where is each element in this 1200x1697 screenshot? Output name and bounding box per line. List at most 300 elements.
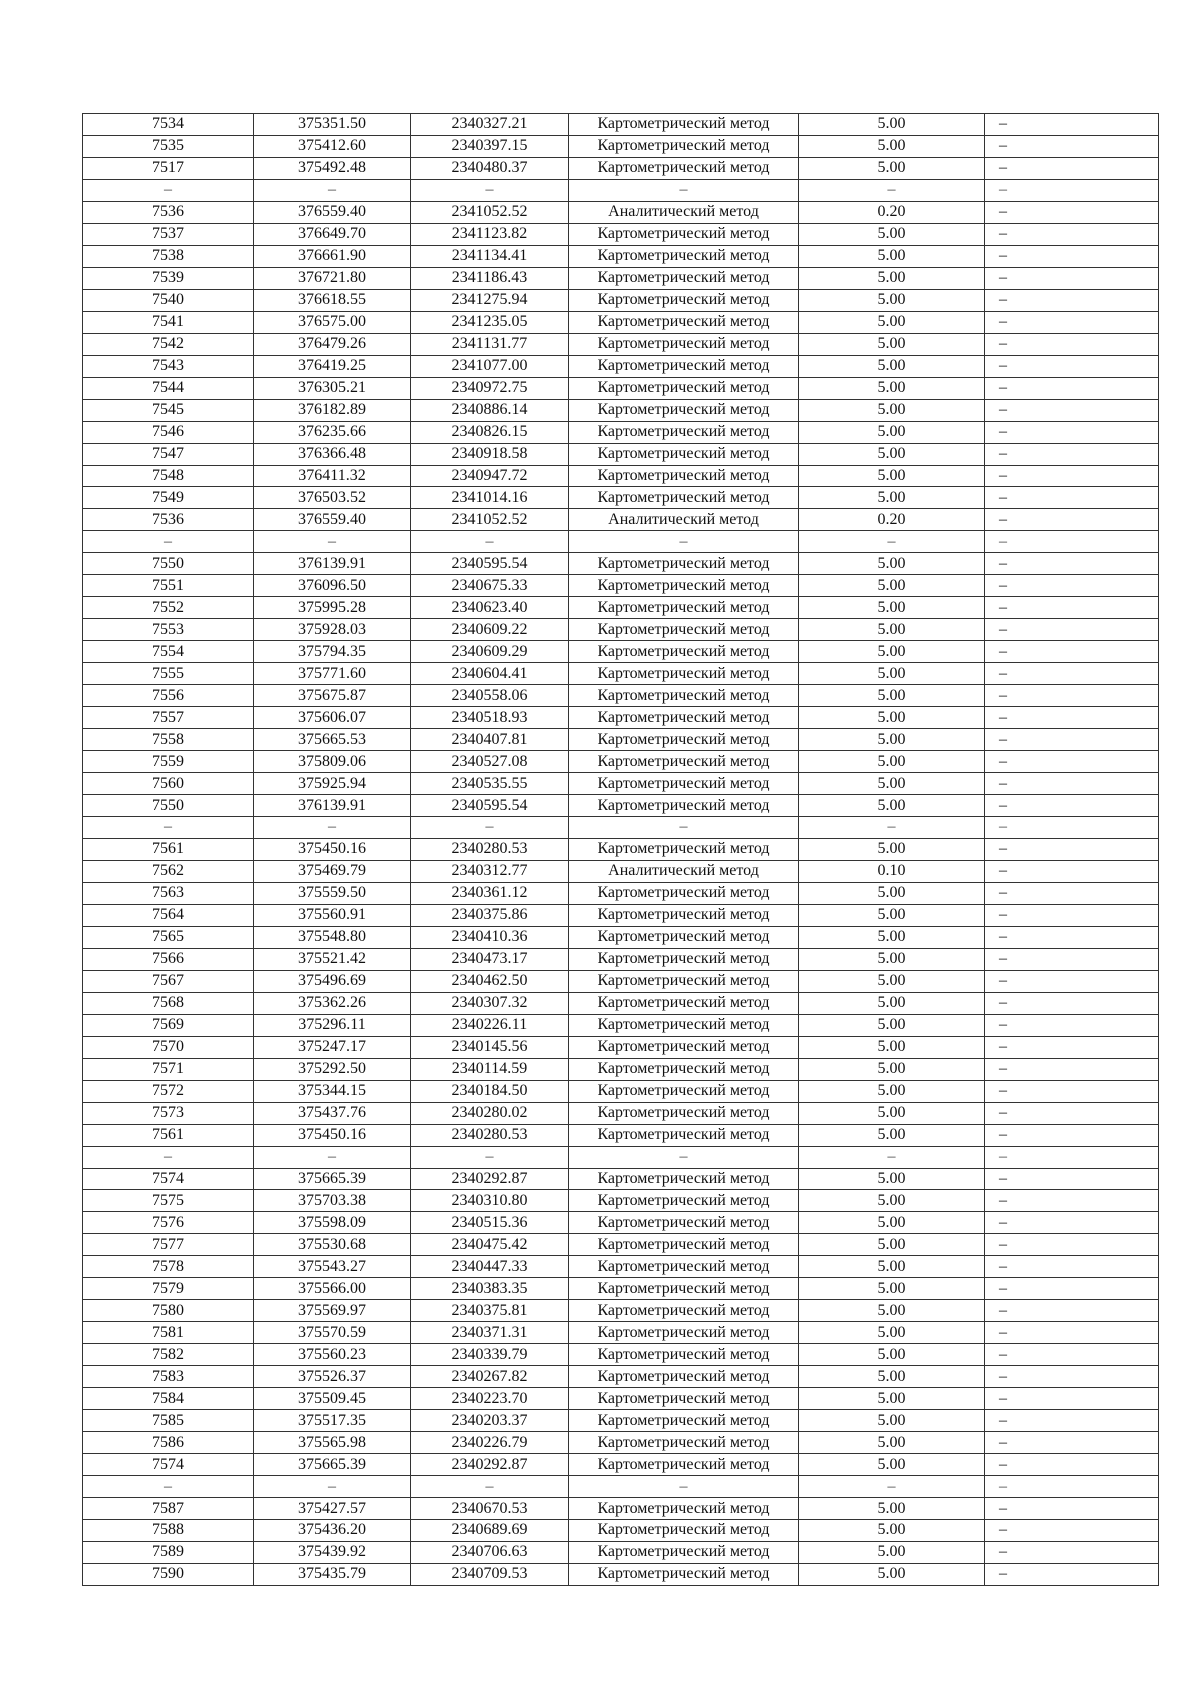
- accuracy-cell: –: [799, 531, 985, 553]
- method-cell: Аналитический метод: [569, 509, 799, 531]
- note-cell: –: [985, 157, 1159, 179]
- point-number-cell: 7547: [83, 443, 254, 465]
- note-cell: –: [985, 1190, 1159, 1212]
- point-number-cell: 7566: [83, 948, 254, 970]
- table-row: [83, 157, 1159, 179]
- x-coordinate-cell: 375665.39: [254, 1168, 411, 1190]
- accuracy-cell: 5.00: [799, 970, 985, 992]
- accuracy-cell: 5.00: [799, 663, 985, 685]
- note-cell: –: [985, 1476, 1159, 1498]
- point-number-cell: 7568: [83, 992, 254, 1014]
- table-row: [83, 421, 1159, 443]
- table-row: [83, 1300, 1159, 1322]
- y-coordinate-cell: 2340203.37: [411, 1410, 569, 1432]
- point-number-cell: 7555: [83, 663, 254, 685]
- note-cell: –: [985, 817, 1159, 839]
- note-cell: –: [985, 114, 1159, 136]
- point-number-cell: 7579: [83, 1278, 254, 1300]
- method-cell: Картометрический метод: [569, 1102, 799, 1124]
- y-coordinate-cell: 2341275.94: [411, 289, 569, 311]
- table-row: [83, 289, 1159, 311]
- point-number-cell: 7538: [83, 245, 254, 267]
- table-row: [83, 1520, 1159, 1542]
- x-coordinate-cell: 375530.68: [254, 1234, 411, 1256]
- x-coordinate-cell: 375928.03: [254, 619, 411, 641]
- point-number-cell: 7546: [83, 421, 254, 443]
- table-row: [83, 465, 1159, 487]
- x-coordinate-cell: 375543.27: [254, 1256, 411, 1278]
- note-cell: –: [985, 245, 1159, 267]
- x-coordinate-cell: 375559.50: [254, 882, 411, 904]
- table-row: [83, 641, 1159, 663]
- y-coordinate-cell: 2340361.12: [411, 882, 569, 904]
- y-coordinate-cell: 2341235.05: [411, 311, 569, 333]
- note-cell: –: [985, 421, 1159, 443]
- table-row: [83, 553, 1159, 575]
- y-coordinate-cell: 2340480.37: [411, 157, 569, 179]
- table-row: [83, 1388, 1159, 1410]
- note-cell: –: [985, 333, 1159, 355]
- method-cell: Аналитический метод: [569, 860, 799, 882]
- point-number-cell: 7540: [83, 289, 254, 311]
- point-number-cell: 7561: [83, 838, 254, 860]
- y-coordinate-cell: 2340307.32: [411, 992, 569, 1014]
- note-cell: –: [985, 1278, 1159, 1300]
- method-cell: Картометрический метод: [569, 1256, 799, 1278]
- method-cell: Картометрический метод: [569, 1168, 799, 1190]
- table-row: [83, 509, 1159, 531]
- x-coordinate-cell: 375548.80: [254, 926, 411, 948]
- accuracy-cell: 5.00: [799, 1124, 985, 1146]
- x-coordinate-cell: 375560.23: [254, 1344, 411, 1366]
- method-cell: Картометрический метод: [569, 1080, 799, 1102]
- point-number-cell: –: [83, 1146, 254, 1168]
- method-cell: Картометрический метод: [569, 751, 799, 773]
- method-cell: Картометрический метод: [569, 289, 799, 311]
- y-coordinate-cell: 2340595.54: [411, 795, 569, 817]
- contour-separator-row: [83, 1146, 1159, 1168]
- x-coordinate-cell: 375436.20: [254, 1520, 411, 1542]
- point-number-cell: 7558: [83, 729, 254, 751]
- point-number-cell: 7536: [83, 509, 254, 531]
- x-coordinate-cell: 375450.16: [254, 838, 411, 860]
- y-coordinate-cell: 2340535.55: [411, 773, 569, 795]
- point-number-cell: 7544: [83, 377, 254, 399]
- note-cell: –: [985, 1234, 1159, 1256]
- method-cell: Картометрический метод: [569, 267, 799, 289]
- table-row: [83, 1256, 1159, 1278]
- point-number-cell: 7551: [83, 575, 254, 597]
- accuracy-cell: –: [799, 817, 985, 839]
- y-coordinate-cell: 2341052.52: [411, 201, 569, 223]
- accuracy-cell: 5.00: [799, 1366, 985, 1388]
- x-coordinate-cell: 376139.91: [254, 553, 411, 575]
- x-coordinate-cell: 375703.38: [254, 1190, 411, 1212]
- table-row: [83, 619, 1159, 641]
- y-coordinate-cell: –: [411, 817, 569, 839]
- y-coordinate-cell: 2340706.63: [411, 1541, 569, 1563]
- accuracy-cell: 5.00: [799, 1344, 985, 1366]
- accuracy-cell: 5.00: [799, 685, 985, 707]
- accuracy-cell: 5.00: [799, 992, 985, 1014]
- y-coordinate-cell: 2341077.00: [411, 355, 569, 377]
- x-coordinate-cell: 376575.00: [254, 311, 411, 333]
- point-number-cell: 7578: [83, 1256, 254, 1278]
- note-cell: –: [985, 685, 1159, 707]
- y-coordinate-cell: 2340595.54: [411, 553, 569, 575]
- x-coordinate-cell: 375437.76: [254, 1102, 411, 1124]
- table-row: [83, 245, 1159, 267]
- method-cell: Картометрический метод: [569, 1563, 799, 1585]
- note-cell: –: [985, 179, 1159, 201]
- method-cell: –: [569, 179, 799, 201]
- accuracy-cell: 5.00: [799, 1212, 985, 1234]
- y-coordinate-cell: 2340312.77: [411, 860, 569, 882]
- note-cell: –: [985, 619, 1159, 641]
- method-cell: Картометрический метод: [569, 1344, 799, 1366]
- accuracy-cell: 5.00: [799, 487, 985, 509]
- point-number-cell: –: [83, 531, 254, 553]
- y-coordinate-cell: 2340280.53: [411, 838, 569, 860]
- y-coordinate-cell: 2340292.87: [411, 1454, 569, 1476]
- accuracy-cell: 5.00: [799, 223, 985, 245]
- note-cell: –: [985, 531, 1159, 553]
- point-number-cell: 7554: [83, 641, 254, 663]
- y-coordinate-cell: 2340473.17: [411, 948, 569, 970]
- method-cell: Картометрический метод: [569, 114, 799, 136]
- table-row: [83, 1366, 1159, 1388]
- y-coordinate-cell: 2340675.33: [411, 575, 569, 597]
- accuracy-cell: 5.00: [799, 1300, 985, 1322]
- method-cell: Картометрический метод: [569, 1234, 799, 1256]
- accuracy-cell: 5.00: [799, 751, 985, 773]
- method-cell: Картометрический метод: [569, 663, 799, 685]
- y-coordinate-cell: 2340709.53: [411, 1563, 569, 1585]
- note-cell: –: [985, 443, 1159, 465]
- note-cell: –: [985, 1168, 1159, 1190]
- accuracy-cell: 5.00: [799, 1080, 985, 1102]
- method-cell: Картометрический метод: [569, 1322, 799, 1344]
- point-number-cell: 7560: [83, 773, 254, 795]
- note-cell: –: [985, 553, 1159, 575]
- y-coordinate-cell: –: [411, 1476, 569, 1498]
- note-cell: –: [985, 860, 1159, 882]
- method-cell: Картометрический метод: [569, 597, 799, 619]
- table-row: [83, 135, 1159, 157]
- method-cell: Картометрический метод: [569, 157, 799, 179]
- x-coordinate-cell: 375665.39: [254, 1454, 411, 1476]
- point-number-cell: 7574: [83, 1168, 254, 1190]
- method-cell: Картометрический метод: [569, 1541, 799, 1563]
- x-coordinate-cell: 375794.35: [254, 641, 411, 663]
- point-number-cell: 7565: [83, 926, 254, 948]
- y-coordinate-cell: 2341123.82: [411, 223, 569, 245]
- method-cell: Картометрический метод: [569, 1454, 799, 1476]
- note-cell: –: [985, 1410, 1159, 1432]
- x-coordinate-cell: 375570.59: [254, 1322, 411, 1344]
- accuracy-cell: 5.00: [799, 1278, 985, 1300]
- table-row: [83, 575, 1159, 597]
- note-cell: –: [985, 509, 1159, 531]
- x-coordinate-cell: 375560.91: [254, 904, 411, 926]
- method-cell: Картометрический метод: [569, 333, 799, 355]
- method-cell: Картометрический метод: [569, 685, 799, 707]
- x-coordinate-cell: 375427.57: [254, 1498, 411, 1520]
- accuracy-cell: 5.00: [799, 465, 985, 487]
- table-row: [83, 1432, 1159, 1454]
- x-coordinate-cell: 375665.53: [254, 729, 411, 751]
- x-coordinate-cell: 375569.97: [254, 1300, 411, 1322]
- note-cell: –: [985, 1300, 1159, 1322]
- note-cell: –: [985, 1102, 1159, 1124]
- accuracy-cell: 5.00: [799, 1168, 985, 1190]
- note-cell: –: [985, 773, 1159, 795]
- point-number-cell: 7539: [83, 267, 254, 289]
- y-coordinate-cell: 2340383.35: [411, 1278, 569, 1300]
- method-cell: Картометрический метод: [569, 641, 799, 663]
- y-coordinate-cell: 2340558.06: [411, 685, 569, 707]
- x-coordinate-cell: –: [254, 817, 411, 839]
- accuracy-cell: 5.00: [799, 597, 985, 619]
- accuracy-cell: 5.00: [799, 619, 985, 641]
- point-number-cell: 7556: [83, 685, 254, 707]
- x-coordinate-cell: 375606.07: [254, 707, 411, 729]
- note-cell: –: [985, 377, 1159, 399]
- note-cell: –: [985, 1563, 1159, 1585]
- table-row: [83, 1234, 1159, 1256]
- accuracy-cell: 5.00: [799, 1454, 985, 1476]
- note-cell: –: [985, 201, 1159, 223]
- point-number-cell: 7589: [83, 1541, 254, 1563]
- contour-separator-row: [83, 1476, 1159, 1498]
- y-coordinate-cell: 2340375.86: [411, 904, 569, 926]
- x-coordinate-cell: 375526.37: [254, 1366, 411, 1388]
- point-number-cell: 7549: [83, 487, 254, 509]
- method-cell: Картометрический метод: [569, 1300, 799, 1322]
- x-coordinate-cell: 375435.79: [254, 1563, 411, 1585]
- x-coordinate-cell: 375296.11: [254, 1014, 411, 1036]
- point-number-cell: 7584: [83, 1388, 254, 1410]
- contour-separator-row: [83, 531, 1159, 553]
- accuracy-cell: 5.00: [799, 289, 985, 311]
- table-row: [83, 1190, 1159, 1212]
- note-cell: –: [985, 1388, 1159, 1410]
- accuracy-cell: 5.00: [799, 1058, 985, 1080]
- table-row: [83, 443, 1159, 465]
- table-row: [83, 685, 1159, 707]
- note-cell: –: [985, 1036, 1159, 1058]
- method-cell: Картометрический метод: [569, 795, 799, 817]
- x-coordinate-cell: 375492.48: [254, 157, 411, 179]
- point-number-cell: 7545: [83, 399, 254, 421]
- note-cell: –: [985, 904, 1159, 926]
- point-number-cell: 7557: [83, 707, 254, 729]
- table-row: [83, 1102, 1159, 1124]
- table-row: [83, 882, 1159, 904]
- table-row: [83, 948, 1159, 970]
- table-row: [83, 1168, 1159, 1190]
- table-row: [83, 992, 1159, 1014]
- point-number-cell: 7550: [83, 795, 254, 817]
- note-cell: –: [985, 575, 1159, 597]
- x-coordinate-cell: 375362.26: [254, 992, 411, 1014]
- method-cell: Картометрический метод: [569, 1014, 799, 1036]
- note-cell: –: [985, 1058, 1159, 1080]
- x-coordinate-cell: 376305.21: [254, 377, 411, 399]
- point-number-cell: 7570: [83, 1036, 254, 1058]
- contour-separator-row: [83, 817, 1159, 839]
- y-coordinate-cell: 2340375.81: [411, 1300, 569, 1322]
- note-cell: –: [985, 795, 1159, 817]
- note-cell: –: [985, 135, 1159, 157]
- accuracy-cell: 5.00: [799, 399, 985, 421]
- accuracy-cell: 5.00: [799, 1234, 985, 1256]
- method-cell: Картометрический метод: [569, 135, 799, 157]
- note-cell: –: [985, 289, 1159, 311]
- x-coordinate-cell: 375509.45: [254, 1388, 411, 1410]
- method-cell: Картометрический метод: [569, 399, 799, 421]
- y-coordinate-cell: 2341014.16: [411, 487, 569, 509]
- method-cell: Картометрический метод: [569, 1388, 799, 1410]
- x-coordinate-cell: 375565.98: [254, 1432, 411, 1454]
- table-row: [83, 355, 1159, 377]
- x-coordinate-cell: 375598.09: [254, 1212, 411, 1234]
- y-coordinate-cell: 2340407.81: [411, 729, 569, 751]
- method-cell: Картометрический метод: [569, 443, 799, 465]
- table-row: [83, 1058, 1159, 1080]
- x-coordinate-cell: 376139.91: [254, 795, 411, 817]
- x-coordinate-cell: 375351.50: [254, 114, 411, 136]
- method-cell: Картометрический метод: [569, 926, 799, 948]
- point-number-cell: 7542: [83, 333, 254, 355]
- contour-separator-row: [83, 179, 1159, 201]
- note-cell: –: [985, 1256, 1159, 1278]
- note-cell: –: [985, 729, 1159, 751]
- table-row: [83, 1541, 1159, 1563]
- note-cell: –: [985, 992, 1159, 1014]
- note-cell: –: [985, 948, 1159, 970]
- y-coordinate-cell: 2340267.82: [411, 1366, 569, 1388]
- y-coordinate-cell: –: [411, 179, 569, 201]
- y-coordinate-cell: 2340670.53: [411, 1498, 569, 1520]
- accuracy-cell: 5.00: [799, 729, 985, 751]
- point-number-cell: 7563: [83, 882, 254, 904]
- accuracy-cell: 5.00: [799, 355, 985, 377]
- table-row: [83, 663, 1159, 685]
- coordinates-table-body: [83, 114, 1159, 1586]
- point-number-cell: 7543: [83, 355, 254, 377]
- y-coordinate-cell: 2340826.15: [411, 421, 569, 443]
- point-number-cell: –: [83, 817, 254, 839]
- note-cell: –: [985, 1454, 1159, 1476]
- x-coordinate-cell: 376559.40: [254, 509, 411, 531]
- accuracy-cell: 5.00: [799, 926, 985, 948]
- accuracy-cell: 5.00: [799, 1256, 985, 1278]
- y-coordinate-cell: 2340886.14: [411, 399, 569, 421]
- y-coordinate-cell: 2340397.15: [411, 135, 569, 157]
- accuracy-cell: 5.00: [799, 135, 985, 157]
- point-number-cell: 7583: [83, 1366, 254, 1388]
- point-number-cell: 7548: [83, 465, 254, 487]
- method-cell: –: [569, 531, 799, 553]
- table-row: [83, 1410, 1159, 1432]
- note-cell: –: [985, 882, 1159, 904]
- note-cell: –: [985, 751, 1159, 773]
- y-coordinate-cell: 2340609.29: [411, 641, 569, 663]
- y-coordinate-cell: 2341052.52: [411, 509, 569, 531]
- table-row: [83, 1498, 1159, 1520]
- y-coordinate-cell: 2340339.79: [411, 1344, 569, 1366]
- note-cell: –: [985, 663, 1159, 685]
- table-row: [83, 751, 1159, 773]
- y-coordinate-cell: 2340604.41: [411, 663, 569, 685]
- x-coordinate-cell: 376479.26: [254, 333, 411, 355]
- note-cell: –: [985, 487, 1159, 509]
- point-number-cell: 7536: [83, 201, 254, 223]
- x-coordinate-cell: 375809.06: [254, 751, 411, 773]
- table-row: [83, 1344, 1159, 1366]
- point-number-cell: 7535: [83, 135, 254, 157]
- x-coordinate-cell: 376411.32: [254, 465, 411, 487]
- y-coordinate-cell: 2341186.43: [411, 267, 569, 289]
- note-cell: –: [985, 597, 1159, 619]
- point-number-cell: –: [83, 179, 254, 201]
- method-cell: Картометрический метод: [569, 575, 799, 597]
- y-coordinate-cell: 2340947.72: [411, 465, 569, 487]
- x-coordinate-cell: –: [254, 179, 411, 201]
- accuracy-cell: 5.00: [799, 707, 985, 729]
- point-number-cell: 7569: [83, 1014, 254, 1036]
- note-cell: –: [985, 1080, 1159, 1102]
- accuracy-cell: 5.00: [799, 114, 985, 136]
- method-cell: Картометрический метод: [569, 1212, 799, 1234]
- table-row: [83, 1322, 1159, 1344]
- method-cell: Картометрический метод: [569, 1366, 799, 1388]
- table-row: [83, 1124, 1159, 1146]
- note-cell: –: [985, 267, 1159, 289]
- point-number-cell: 7552: [83, 597, 254, 619]
- accuracy-cell: 5.00: [799, 1388, 985, 1410]
- method-cell: Картометрический метод: [569, 707, 799, 729]
- method-cell: Картометрический метод: [569, 1058, 799, 1080]
- method-cell: Картометрический метод: [569, 1036, 799, 1058]
- method-cell: Картометрический метод: [569, 1124, 799, 1146]
- table-row: [83, 1080, 1159, 1102]
- x-coordinate-cell: 376559.40: [254, 201, 411, 223]
- table-row: [83, 399, 1159, 421]
- table-row: [83, 904, 1159, 926]
- point-number-cell: –: [83, 1476, 254, 1498]
- x-coordinate-cell: –: [254, 1476, 411, 1498]
- accuracy-cell: –: [799, 1476, 985, 1498]
- x-coordinate-cell: –: [254, 531, 411, 553]
- accuracy-cell: 5.00: [799, 882, 985, 904]
- accuracy-cell: 5.00: [799, 838, 985, 860]
- method-cell: Картометрический метод: [569, 838, 799, 860]
- point-number-cell: 7590: [83, 1563, 254, 1585]
- method-cell: Картометрический метод: [569, 245, 799, 267]
- table-row: [83, 773, 1159, 795]
- table-row: [83, 926, 1159, 948]
- method-cell: –: [569, 1476, 799, 1498]
- table-row: [83, 970, 1159, 992]
- accuracy-cell: 5.00: [799, 575, 985, 597]
- accuracy-cell: 0.10: [799, 860, 985, 882]
- x-coordinate-cell: 375292.50: [254, 1058, 411, 1080]
- y-coordinate-cell: 2340223.70: [411, 1388, 569, 1410]
- point-number-cell: 7577: [83, 1234, 254, 1256]
- note-cell: –: [985, 838, 1159, 860]
